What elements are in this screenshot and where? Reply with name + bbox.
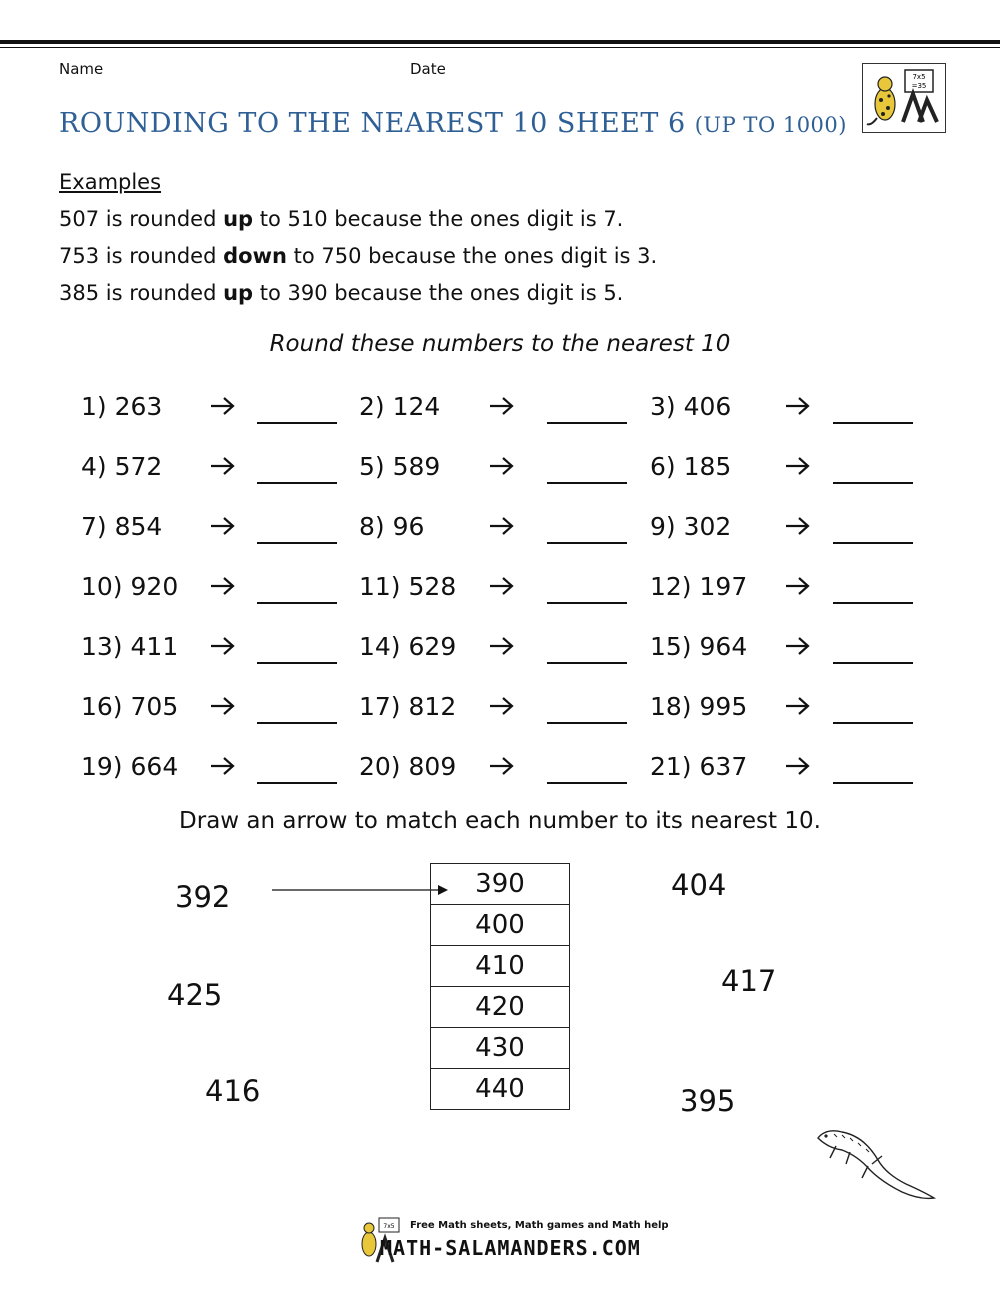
question-label: 20) 809 bbox=[359, 752, 457, 781]
right-arrow-icon bbox=[785, 516, 811, 536]
example-text: 507 is rounded bbox=[59, 207, 224, 231]
name-label: Name bbox=[59, 60, 104, 78]
right-arrow-icon bbox=[489, 576, 515, 596]
question-label: 17) 812 bbox=[359, 692, 457, 721]
answer-blank[interactable] bbox=[833, 542, 913, 544]
right-arrow-icon bbox=[489, 696, 515, 716]
example-match-arrow bbox=[272, 881, 448, 901]
answer-blank[interactable] bbox=[833, 482, 913, 484]
answer-blank[interactable] bbox=[547, 422, 627, 424]
example-line-2 bbox=[59, 238, 657, 275]
example-text: to 750 because the ones digit is 3. bbox=[286, 244, 658, 268]
question-label: 14) 629 bbox=[359, 632, 457, 661]
example-text: 753 is rounded bbox=[59, 244, 224, 268]
question-label: 2) 124 bbox=[359, 392, 441, 421]
right-arrow-icon bbox=[785, 456, 811, 476]
right-arrow-icon bbox=[489, 456, 515, 476]
question-label: 18) 995 bbox=[650, 692, 748, 721]
question-label: 8) 96 bbox=[359, 512, 425, 541]
right-arrow-icon bbox=[210, 696, 236, 716]
answer-blank[interactable] bbox=[257, 422, 337, 424]
right-arrow-icon bbox=[785, 396, 811, 416]
answer-blank[interactable] bbox=[833, 722, 913, 724]
answer-blank[interactable] bbox=[833, 662, 913, 664]
round-instruction: Round these numbers to the nearest 10 bbox=[269, 331, 731, 357]
question-label: 10) 920 bbox=[81, 572, 179, 601]
match-instruction: Draw an arrow to match each number to its nearest 10. bbox=[179, 808, 821, 834]
answer-blank[interactable] bbox=[257, 542, 337, 544]
answer-blank[interactable] bbox=[833, 422, 913, 424]
right-arrow-icon bbox=[489, 756, 515, 776]
footer-tagline: Free Math sheets, Math games and Math help bbox=[410, 1220, 669, 1231]
right-arrow-icon bbox=[785, 756, 811, 776]
question-label: 21) 637 bbox=[650, 752, 748, 781]
answer-blank[interactable] bbox=[257, 602, 337, 604]
answer-blank[interactable] bbox=[257, 482, 337, 484]
top-rule-thin bbox=[0, 47, 1000, 48]
example-text: 385 is rounded bbox=[59, 281, 224, 305]
answer-blank[interactable] bbox=[547, 662, 627, 664]
right-arrow-icon bbox=[210, 576, 236, 596]
right-arrow-icon bbox=[210, 636, 236, 656]
question-label: 6) 185 bbox=[650, 452, 732, 481]
right-arrow-icon bbox=[210, 516, 236, 536]
right-arrow-icon bbox=[210, 456, 236, 476]
example-line-1 bbox=[59, 201, 657, 238]
question-label: 3) 406 bbox=[650, 392, 732, 421]
svg-text:=35: =35 bbox=[911, 82, 927, 90]
question-label: 19) 664 bbox=[81, 752, 179, 781]
match-left-number: 425 bbox=[167, 978, 223, 1012]
table-cell: 390 bbox=[431, 864, 569, 905]
salamander-icon bbox=[812, 1120, 940, 1202]
right-arrow-icon bbox=[785, 696, 811, 716]
right-arrow-icon bbox=[785, 636, 811, 656]
page-title bbox=[59, 108, 847, 139]
question-label: 9) 302 bbox=[650, 512, 732, 541]
answer-blank[interactable] bbox=[547, 602, 627, 604]
title-subtitle: (UP TO 1000) bbox=[694, 113, 847, 137]
answer-blank[interactable] bbox=[257, 782, 337, 784]
table-cell: 420 bbox=[431, 987, 569, 1028]
date-label: Date bbox=[410, 60, 446, 78]
table-cell: 400 bbox=[431, 905, 569, 946]
right-arrow-icon bbox=[785, 576, 811, 596]
question-label: 12) 197 bbox=[650, 572, 748, 601]
example-line-3 bbox=[59, 275, 657, 312]
match-left-number: 392 bbox=[175, 880, 231, 914]
answer-blank[interactable] bbox=[833, 782, 913, 784]
question-label: 1) 263 bbox=[81, 392, 163, 421]
examples-heading: Examples bbox=[59, 170, 162, 194]
right-arrow-icon bbox=[489, 636, 515, 656]
examples-section bbox=[59, 164, 657, 312]
svg-text:7x5: 7x5 bbox=[383, 1223, 395, 1230]
answer-blank[interactable] bbox=[547, 722, 627, 724]
match-right-number: 417 bbox=[721, 964, 777, 998]
example-bold: down bbox=[223, 244, 287, 268]
match-right-number: 404 bbox=[671, 868, 727, 902]
question-label: 4) 572 bbox=[81, 452, 163, 481]
answer-blank[interactable] bbox=[547, 542, 627, 544]
question-label: 15) 964 bbox=[650, 632, 748, 661]
title-main: ROUNDING TO THE NEAREST 10 SHEET 6 bbox=[59, 108, 686, 139]
example-text: to 390 because the ones digit is 5. bbox=[253, 281, 624, 305]
question-label: 16) 705 bbox=[81, 692, 179, 721]
example-bold: up bbox=[223, 207, 254, 231]
question-label: 13) 411 bbox=[81, 632, 179, 661]
footer-brand: MATH-SALAMANDERS.COM bbox=[380, 1236, 641, 1260]
right-arrow-icon bbox=[489, 516, 515, 536]
answer-blank[interactable] bbox=[547, 782, 627, 784]
example-text: to 510 because the ones digit is 7. bbox=[253, 207, 624, 231]
answer-blank[interactable] bbox=[257, 722, 337, 724]
svg-text:7x5: 7x5 bbox=[912, 73, 926, 81]
answer-blank[interactable] bbox=[547, 482, 627, 484]
answer-blank[interactable] bbox=[257, 662, 337, 664]
right-arrow-icon bbox=[210, 396, 236, 416]
table-cell: 430 bbox=[431, 1028, 569, 1069]
answer-blank[interactable] bbox=[833, 602, 913, 604]
question-label: 7) 854 bbox=[81, 512, 163, 541]
salamander-logo-icon bbox=[862, 63, 946, 133]
right-arrow-icon bbox=[210, 756, 236, 776]
rounded-values-table bbox=[430, 863, 570, 1110]
example-bold: up bbox=[223, 281, 254, 305]
match-right-number: 395 bbox=[680, 1084, 736, 1118]
right-arrow-icon bbox=[489, 396, 515, 416]
top-rule-thick bbox=[0, 40, 1000, 44]
match-left-number: 416 bbox=[205, 1074, 261, 1108]
question-label: 5) 589 bbox=[359, 452, 441, 481]
table-cell: 410 bbox=[431, 946, 569, 987]
question-label: 11) 528 bbox=[359, 572, 457, 601]
table-cell: 440 bbox=[431, 1069, 569, 1110]
